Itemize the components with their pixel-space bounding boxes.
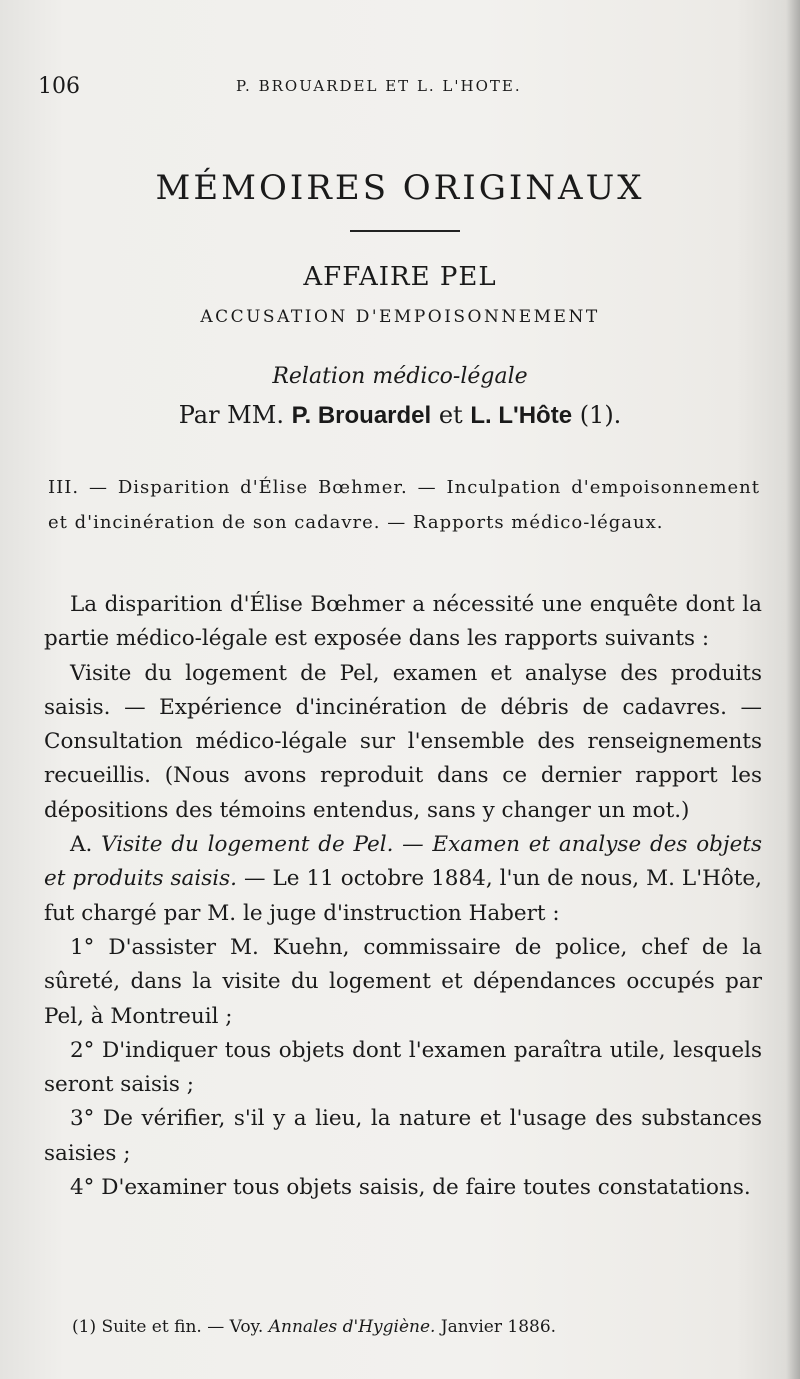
running-head: P. BROUARDEL ET L. L'HOTE. <box>236 77 522 95</box>
author-conjunction: et <box>438 401 463 429</box>
list-item-1: 1° D'assister M. Kuehn, commissaire de police, chef de la sûreté, dans la visite du logement et dépendances occupés par Pel, à Montreuil ; <box>44 934 762 1029</box>
by-prefix: Par MM. <box>178 401 284 429</box>
footnote-reference: (1). <box>579 401 622 429</box>
title-rule <box>350 230 460 232</box>
paragraph-3-text: — Le 11 octobre 1884, l'un de nous, M. L'Hôte, fut chargé par M. le juge d'instruction Habert : <box>44 866 762 926</box>
paragraph-3-heading: Visite du logement de Pel. — Examen et analyse des objets et produits saisis. <box>44 832 762 892</box>
list-item-4: 4° D'examiner tous objets saisis, de faire toutes constatations. <box>70 1175 751 1201</box>
paragraph-1: La disparition d'Élise Bœhmer a nécessité une enquête dont la partie médico-légale est exposée dans les rapports suivants : <box>44 592 762 652</box>
article-subtitle: ACCUSATION D'EMPOISONNEMENT <box>200 307 600 327</box>
footnote <box>72 1317 772 1337</box>
author-line <box>0 401 800 430</box>
section-heading: III. — Disparition d'Élise Bœhmer. — Inculpation d'empoisonnement et d'incinération de son cadavre. — Rapports médico-légaux. <box>48 477 760 533</box>
section-title: MÉMOIRES ORIGINAUX <box>155 168 645 208</box>
list-item-3: 3° De vérifier, s'il y a lieu, la nature et l'usage des substances saisies ; <box>44 1106 762 1166</box>
footnote-lead: (1) Suite et fin. — Voy. <box>72 1317 264 1337</box>
body-text <box>44 588 762 1205</box>
author-lhote: L. L'Hôte <box>470 402 573 429</box>
paragraph-2: Visite du logement de Pel, examen et analyse des produits saisis. — Expérience d'incinération de débris de cadavres. — Consultation médico-légale sur l'ensemble des renseignements recueillis. (Nous avons reproduit dans ce dernier rapport les dépositions des témoins entendus, sans y changer un mot.) <box>44 660 762 823</box>
article-title: AFFAIRE PEL <box>303 262 497 292</box>
article-relation: Relation médico-légale <box>272 364 528 389</box>
page-number: 106 <box>38 74 80 99</box>
paragraph-3 <box>44 828 762 931</box>
section-heading-block <box>48 470 760 540</box>
page-header <box>38 74 758 104</box>
list-item-2: 2° D'indiquer tous objets dont l'examen paraîtra utile, lesquels seront saisis ; <box>44 1037 762 1098</box>
author-brouardel: P. Brouardel <box>291 402 432 429</box>
paragraph-3-lead: A. <box>70 832 93 858</box>
footnote-date: Janvier 1886. <box>440 1317 557 1337</box>
footnote-journal: Annales d'Hygiène. <box>268 1317 436 1337</box>
